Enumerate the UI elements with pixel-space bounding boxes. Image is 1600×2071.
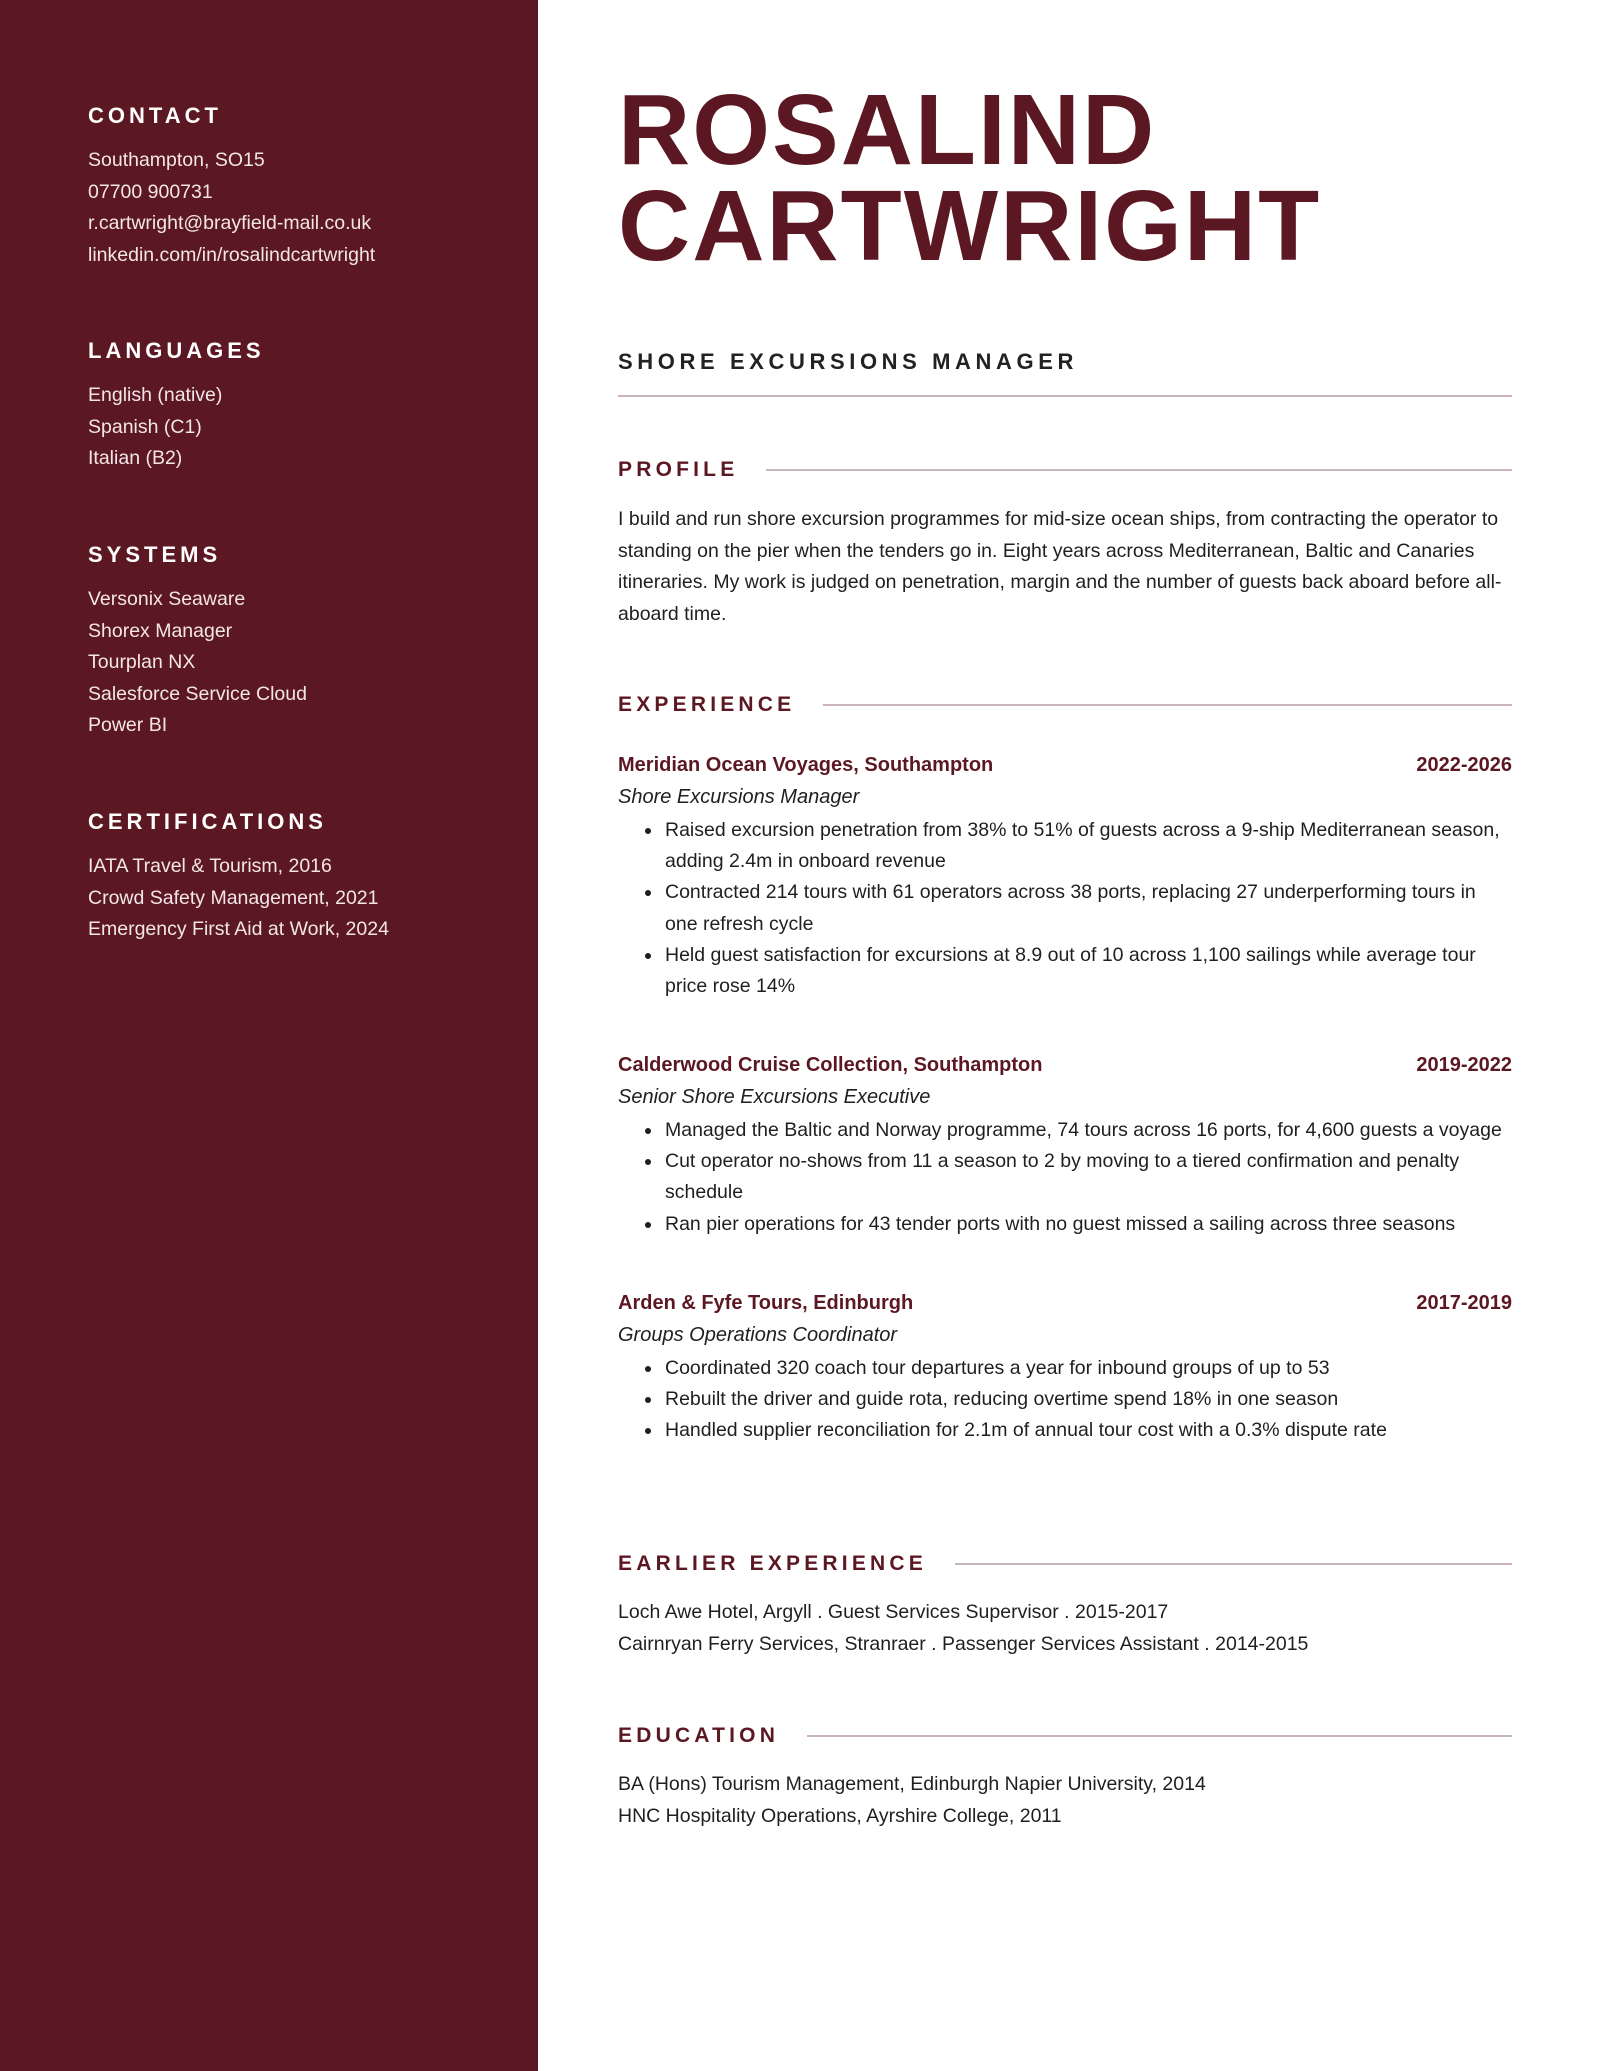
- job-bullet: Held guest satisfaction for excursions at 8.9 out of 10 across 1,100 sailings while average tour price rose 14%: [618, 940, 1512, 1002]
- job-dates: 2017-2019: [1416, 1292, 1512, 1314]
- certifications-heading: CERTIFICATIONS: [88, 809, 327, 834]
- job-dates: 2022-2026: [1416, 754, 1512, 776]
- language-item: English (native): [88, 384, 223, 406]
- certifications-section: [88, 809, 518, 946]
- contact-section: [88, 103, 518, 271]
- education-item: BA (Hons) Tourism Management, Edinburgh Napier University, 2014: [618, 1773, 1206, 1795]
- experience-heading-label: EXPERIENCE: [618, 693, 796, 716]
- system-item: Shorex Manager: [88, 619, 233, 642]
- job-bullet: Contracted 214 tours with 61 operators across 38 ports, replacing 27 underperforming tours in one refresh cycle: [618, 877, 1512, 939]
- system-item: Power BI: [88, 714, 168, 736]
- profile-heading-label: PROFILE: [618, 458, 739, 481]
- job-bullets: [618, 1115, 1512, 1240]
- education-list: [618, 1769, 1512, 1832]
- profile-divider: [766, 469, 1512, 471]
- job-bullet: Raised excursion penetration from 38% to 51% of guests across a 9-ship Mediterranean season, adding 2.4m in onboard revenue: [618, 815, 1512, 877]
- contact-heading: CONTACT: [88, 103, 222, 128]
- experience-heading: [618, 692, 1512, 718]
- last-name: CARTWRIGHT: [618, 170, 1322, 282]
- job-bullet: Cut operator no-shows from 11 a season to 2 by moving to a tiered confirmation and penalty schedule: [618, 1146, 1512, 1208]
- job-bullet: Ran pier operations for 43 tender ports with no guest missed a sailing across three seasons: [618, 1209, 1512, 1240]
- system-item: Versonix Seaware: [88, 588, 246, 610]
- profile-text: I build and run shore excursion programmes for mid-size ocean ships, from contracting the operator to standing on the pier when the tenders go in. Eight years across Mediterranean, Baltic and Canaries itineraries. My work is judged on penetration, margin and the number of guests back aboard before all-aboard time.: [618, 508, 1502, 625]
- job-entry: [618, 1049, 1512, 1240]
- systems-heading: SYSTEMS: [88, 542, 222, 567]
- job-bullet: Coordinated 320 coach tour departures a year for inbound groups of up to 53: [618, 1353, 1512, 1384]
- job-bullet: Managed the Baltic and Norway programme, 74 tours across 16 ports, for 4,600 guests a voyage: [618, 1115, 1512, 1146]
- job-role: Senior Shore Excursions Executive: [618, 1086, 931, 1108]
- profile-heading: [618, 457, 1512, 483]
- certification-item: IATA Travel & Tourism, 2016: [88, 855, 332, 877]
- education-divider: [807, 1735, 1512, 1737]
- experience-divider: [823, 704, 1512, 706]
- candidate-name: [618, 74, 1322, 282]
- contact-email[interactable]: r.cartwright@brayfield-mail.co.uk: [88, 212, 372, 234]
- certification-item: Emergency First Aid at Work, 2024: [88, 918, 389, 940]
- job-company: Arden & Fyfe Tours, Edinburgh: [618, 1292, 914, 1314]
- languages-section: [88, 338, 518, 475]
- job-bullets: [618, 1353, 1512, 1447]
- systems-section: [88, 542, 518, 742]
- education-heading: [618, 1723, 1512, 1749]
- earlier-experience-list: [618, 1597, 1512, 1660]
- education-heading-label: EDUCATION: [618, 1724, 780, 1747]
- job-entry: [618, 749, 1512, 1002]
- job-entry: [618, 1287, 1512, 1447]
- job-role: Groups Operations Coordinator: [618, 1324, 898, 1346]
- contact-location: Southampton, SO15: [88, 149, 265, 171]
- education-item: HNC Hospitality Operations, Ayrshire College, 2011: [618, 1804, 1062, 1827]
- job-company: Meridian Ocean Voyages, Southampton: [618, 754, 994, 776]
- certification-item: Crowd Safety Management, 2021: [88, 886, 379, 909]
- job-bullet: Rebuilt the driver and guide rota, reducing overtime spend 18% in one season: [618, 1384, 1512, 1415]
- job-title: SHORE EXCURSIONS MANAGER: [618, 349, 1078, 374]
- job-company: Calderwood Cruise Collection, Southampton: [618, 1054, 1043, 1076]
- earlier-experience-heading-label: EARLIER EXPERIENCE: [618, 1552, 927, 1575]
- main-content: [618, 0, 1512, 2071]
- sidebar: [0, 0, 538, 2071]
- earlier-experience-heading: [618, 1551, 1512, 1577]
- system-item: Salesforce Service Cloud: [88, 682, 307, 705]
- language-item: Spanish (C1): [88, 415, 202, 438]
- language-item: Italian (B2): [88, 447, 183, 469]
- job-dates: 2019-2022: [1416, 1054, 1512, 1076]
- earlier-experience-divider: [955, 1563, 1512, 1565]
- job-bullets: [618, 815, 1512, 1002]
- earlier-experience-item: Loch Awe Hotel, Argyll . Guest Services Supervisor . 2015-2017: [618, 1601, 1169, 1623]
- system-item: Tourplan NX: [88, 651, 196, 673]
- earlier-experience-item: Cairnryan Ferry Services, Stranraer . Passenger Services Assistant . 2014-2015: [618, 1632, 1309, 1655]
- job-bullet: Handled supplier reconciliation for 2.1m of annual tour cost with a 0.3% dispute rate: [618, 1415, 1512, 1446]
- title-divider: [618, 395, 1512, 397]
- first-name: ROSALIND: [618, 74, 1157, 186]
- languages-heading: LANGUAGES: [88, 338, 265, 363]
- contact-linkedin[interactable]: linkedin.com/in/rosalindcartwright: [88, 243, 376, 266]
- contact-phone[interactable]: 07700 900731: [88, 180, 213, 203]
- job-role: Shore Excursions Manager: [618, 786, 860, 808]
